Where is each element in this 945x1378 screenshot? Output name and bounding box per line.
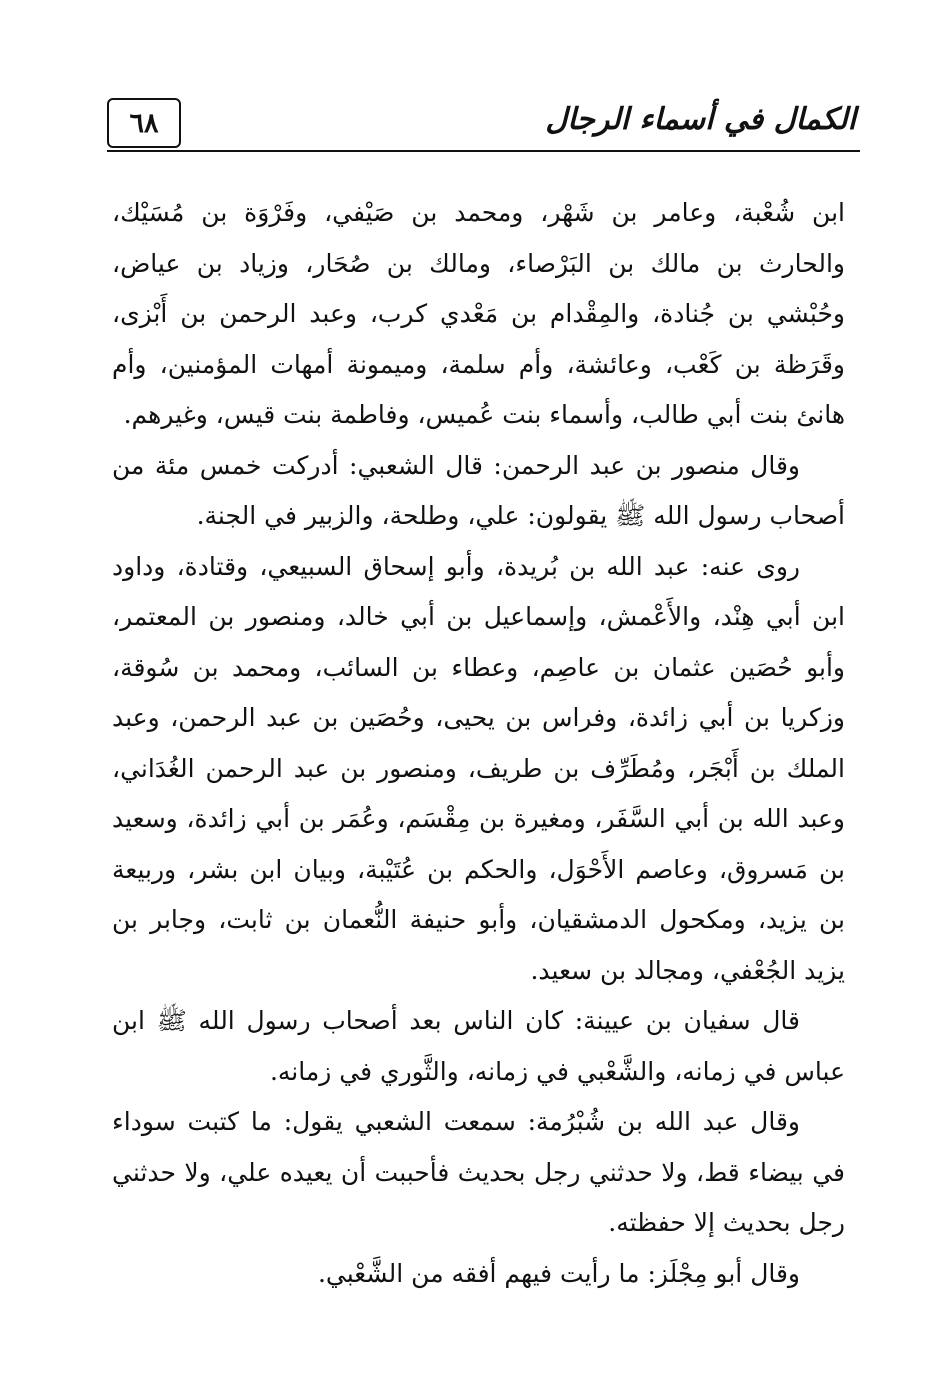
paragraph-6: وقال أبو مِجْلَز: ما رأيت فيهم أفقه من الشَّعْبي.: [317, 1258, 800, 1288]
page-body: [112, 188, 845, 1299]
paragraph-1: ابن شُعْبة، وعامر بن شَهْر، ومحمد بن صَيْفي، وفَرْوَة بن مُسَيْك، والحارث بن مالك بن البَرْصاء، ومالك بن صُحَار، وزياد بن عياض، وحُبْشي بن جُنادة، والمِقْدام بن مَعْدي كرب، وعبد الرحمن بن أَبْزى، وقَرَظة بن كَعْب، وعائشة، وأم سلمة، وميمونة أمهات المؤمنين، وأم هانئ بنت أبي طالب، وأسماء بنت عُميس، وفاطمة بنت قيس، وغيرهم.: [112, 198, 845, 429]
paragraph-4: قال سفيان بن عيينة: كان الناس بعد أصحاب رسول الله ﷺ ابن عباس في زمانه، والشَّعْبي في زمانه، والثَّوري في زمانه.: [112, 1006, 845, 1086]
paragraph-5: وقال عبد الله بن شُبْرُمة: سمعت الشعبي يقول: ما كتبت سوداء في بيضاء قط، ولا حدثني رجل بحديث فأحببت أن يعيده علي، ولا حدثني رجل بحديث إلا حفظته.: [112, 1107, 845, 1237]
paragraph-3: روى عنه: عبد الله بن بُريدة، وأبو إسحاق السبيعي، وقتادة، وداود ابن أبي هِنْد، والأَعْمش، وإسماعيل بن أبي خالد، ومنصور بن المعتمر، وأبو حُصَين عثمان بن عاصِم، وعطاء بن السائب، ومحمد بن سُوقة، وزكريا بن أبي زائدة، وفراس بن يحيى، وحُصَين بن عبد الرحمن، وعبد الملك بن أَبْجَر، ومُطَرِّف بن طريف، ومنصور بن عبد الرحمن الغُدَاني، وعبد الله بن أبي السَّفَر، ومغيرة بن مِقْسَم، وعُمَر بن أبي زائدة، وسعيد بن مَسروق، وعاصم الأَحْوَل، والحكم بن عُتَيْبة، وبيان ابن بشر، وربيعة بن يزيد، ومكحول الدمشقيان، وأبو حنيفة النُّعمان بن ثابت، وجابر بن يزيد الجُعْفي، ومجالد بن سعيد.: [112, 551, 845, 985]
header-divider: [107, 150, 860, 152]
book-title: الكمال في أسماء الرجال: [545, 101, 856, 137]
page-header: [95, 88, 860, 154]
page-number: ٦٨: [107, 98, 181, 148]
paragraph-2: وقال منصور بن عبد الرحمن: قال الشعبي: أدركت خمس مئة من أصحاب رسول الله ﷺ يقولون: علي، وطلحة، والزبير في الجنة.: [112, 450, 845, 530]
